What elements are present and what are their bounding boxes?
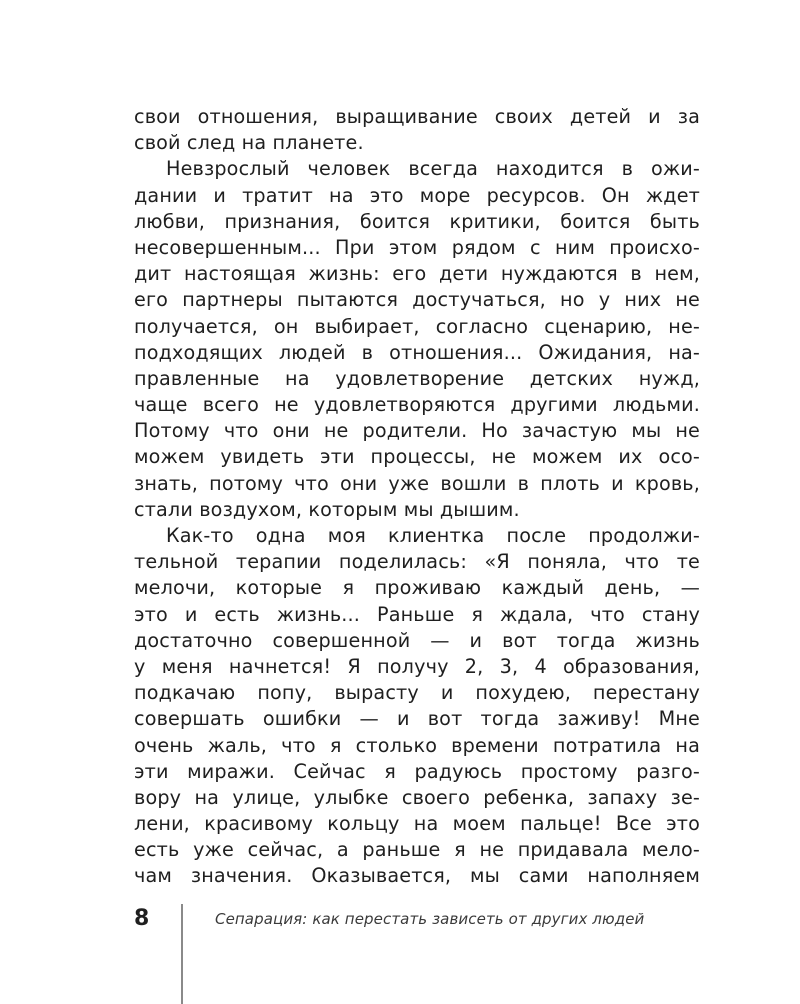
text-line: подходящих людей в отношения... Ожидания, на- — [134, 340, 700, 364]
text-line: правленные на удовлетворение детских нужд, — [134, 366, 700, 390]
text-line: эти миражи. Сейчас я радуюсь простому разго- — [134, 759, 700, 783]
text-line: Невзрослый человек всегда находится в ожи- — [166, 157, 700, 181]
text-line: есть уже сейчас, а раньше я не придавала мело- — [134, 838, 700, 862]
text-line: несовершенным... При этом рядом с ним происхо- — [134, 235, 700, 259]
text-line: мелочи, которые я проживаю каждый день, — — [134, 576, 700, 600]
text-line: знать, потому что они уже вошли в плоть и кровь, — [134, 471, 700, 495]
text-line: чаще всего не удовлетворяются другими людьми. — [134, 393, 700, 417]
text-line: вору на улице, улыбке своего ребенка, запаху зе- — [134, 785, 700, 809]
running-title: Сепарация: как перестать зависеть от других людей — [215, 910, 645, 928]
text-line: Как-то одна моя клиентка после продолжи- — [166, 524, 700, 547]
text-line: любви, признания, боится критики, боится быть — [134, 209, 700, 233]
text-line: получается, он выбирает, согласно сценарию, не- — [134, 314, 700, 338]
page-footer — [0, 900, 800, 1000]
text-line: очень жаль, что я столько времени потратила на — [134, 733, 700, 757]
text-line: у меня начнется! Я получу 2, 3, 4 образования, — [134, 654, 700, 678]
body-text — [134, 104, 700, 890]
text-line: лени, красивому кольцу на моем пальце! Все это — [134, 812, 700, 836]
text-line: тельной терапии поделилась: «Я поняла, что те — [134, 550, 700, 574]
text-line: чам значения. Оказывается, мы сами наполняем — [134, 864, 700, 888]
text-line: свои отношения, выращивание своих детей и за — [134, 105, 700, 128]
text-line: дит настоящая жизнь: его дети нуждаются в нем, — [134, 262, 700, 286]
text-line: стали воздухом, которым мы дышим. — [134, 497, 520, 521]
footer-divider — [181, 904, 183, 1004]
text-line: достаточно совершенной — и вот тогда жизнь — [134, 628, 700, 652]
text-line: подкачаю попу, вырасту и похудею, перестану — [134, 681, 700, 705]
text-line: Потому что они не родители. Но зачастую мы не — [134, 419, 700, 443]
text-line: совершать ошибки — и вот тогда заживу! Мне — [134, 707, 700, 731]
text-line: свой след на планете. — [134, 131, 364, 155]
text-line: дании и тратит на это море ресурсов. Он ждет — [134, 183, 700, 207]
page-number: 8 — [134, 906, 150, 931]
text-line: это и есть жизнь... Раньше я ждала, что стану — [134, 602, 700, 626]
text-line: его партнеры пытаются достучаться, но у них не — [134, 288, 700, 312]
text-line: можем увидеть эти процессы, не можем их осо- — [134, 445, 700, 469]
